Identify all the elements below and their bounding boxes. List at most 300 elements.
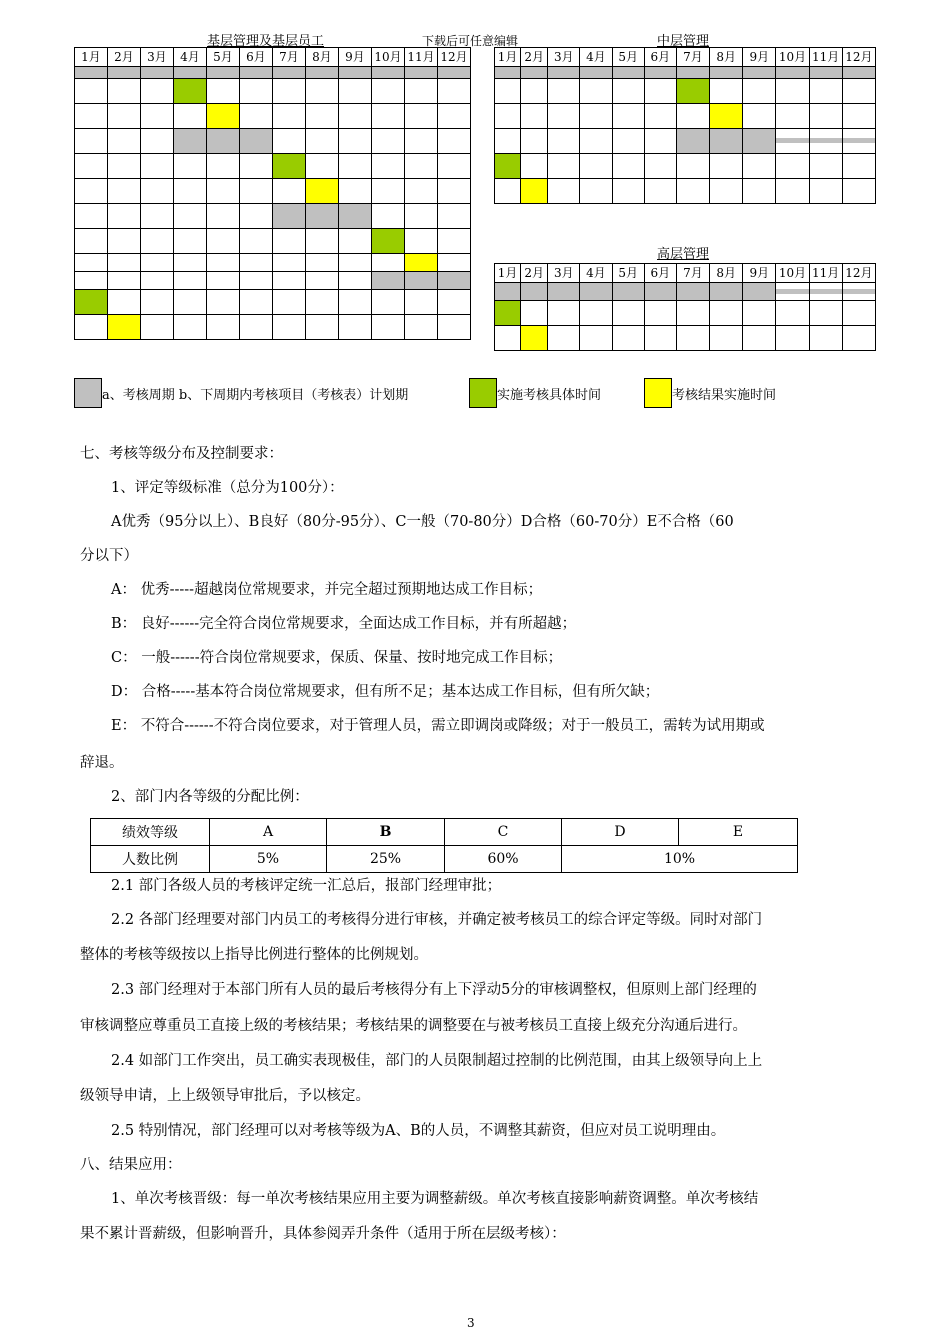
senior-month-6: 6月 xyxy=(644,264,676,283)
senior-schedule-row xyxy=(495,301,876,326)
basic-cell-empty xyxy=(75,272,108,290)
download-note: 下载后可任意编辑 xyxy=(422,34,519,48)
para-2-3-line1: 2.3 部门经理对于本部门所有人员的最后考核得分有上下浮动5分的审核调整权，但原则上部门经理的 xyxy=(111,982,757,998)
para-2-3-line2: 审核调整应尊重员工直接上级的考核结果；考核结果的调整要在与被考核员工直接上级充分沟通后进行。 xyxy=(80,1018,747,1034)
middle-schedule-row xyxy=(495,79,876,104)
basic-cell-empty xyxy=(339,79,372,104)
basic-cell-empty xyxy=(108,104,141,129)
para-2-4-line2: 级领导申请，上上级领导审批后，予以核定。 xyxy=(80,1088,370,1104)
basic-cell-empty xyxy=(207,204,240,229)
basic-cell-empty xyxy=(174,179,207,204)
legend-green-swatch xyxy=(469,378,497,408)
basic-cell-empty xyxy=(141,315,174,340)
middle-cell-empty xyxy=(842,154,875,179)
basic-cell-empty xyxy=(273,272,306,290)
basic-cell-empty xyxy=(141,179,174,204)
middle-month-7: 7月 xyxy=(676,48,709,67)
basic-cell-empty xyxy=(174,204,207,229)
middle-cell-cycle xyxy=(644,67,676,79)
middle-cell-cycle xyxy=(710,67,743,79)
basic-schedule-row xyxy=(75,254,471,272)
basic-chart-caption: 基层管理及基层员工 xyxy=(207,34,325,49)
middle-cell-empty xyxy=(580,79,612,104)
senior-cell-cycle-extension xyxy=(842,283,875,301)
basic-cell-empty xyxy=(405,290,438,315)
basic-cell-empty xyxy=(438,254,471,272)
basic-cell-empty xyxy=(273,179,306,204)
middle-cell-empty xyxy=(548,154,580,179)
basic-cell-empty xyxy=(75,129,108,154)
basic-cell-cycle xyxy=(240,129,273,154)
basic-cell-cycle xyxy=(207,129,240,154)
basic-cell-result xyxy=(405,254,438,272)
basic-cell-empty xyxy=(108,179,141,204)
ratio-value-b: 25% xyxy=(327,846,445,873)
middle-schedule-row xyxy=(495,179,876,204)
basic-cell-empty xyxy=(240,315,273,340)
basic-cell-result xyxy=(306,179,339,204)
senior-cycle-extension-bar xyxy=(843,289,875,294)
basic-cell-cycle xyxy=(174,129,207,154)
senior-cell-cycle xyxy=(612,283,644,301)
middle-cell-empty xyxy=(809,104,842,129)
middle-cell-empty xyxy=(580,154,612,179)
basic-cell-empty xyxy=(207,229,240,254)
middle-cell-cycle xyxy=(710,129,743,154)
senior-cell-result xyxy=(521,326,548,351)
senior-cell-empty xyxy=(612,301,644,326)
senior-month-4: 4月 xyxy=(580,264,612,283)
middle-month-2: 2月 xyxy=(521,48,548,67)
basic-cell-cycle xyxy=(372,272,405,290)
basic-cell-empty xyxy=(141,290,174,315)
senior-cell-empty xyxy=(676,326,709,351)
middle-month-9: 9月 xyxy=(743,48,776,67)
middle-cell-empty xyxy=(521,79,548,104)
senior-cell-empty xyxy=(710,301,743,326)
senior-cell-empty xyxy=(644,301,676,326)
basic-cell-empty xyxy=(306,129,339,154)
ratio-header-a: A xyxy=(210,819,327,846)
middle-cell-cycle xyxy=(676,129,709,154)
middle-cell-cycle xyxy=(776,67,809,79)
middle-cell-empty xyxy=(548,179,580,204)
middle-cell-implement xyxy=(495,154,521,179)
section8-title: 八、结果应用： xyxy=(80,1157,182,1173)
senior-cell-empty xyxy=(521,301,548,326)
senior-cell-cycle xyxy=(743,283,776,301)
basic-month-2: 2月 xyxy=(108,48,141,67)
middle-cell-empty xyxy=(809,179,842,204)
basic-cell-empty xyxy=(75,179,108,204)
basic-cell-empty xyxy=(339,254,372,272)
basic-schedule-row xyxy=(75,104,471,129)
senior-cycle-extension-bar xyxy=(810,289,842,294)
basic-cell-empty xyxy=(339,179,372,204)
senior-cell-cycle xyxy=(521,283,548,301)
basic-cell-empty xyxy=(339,129,372,154)
basic-cell-cycle xyxy=(75,67,108,79)
senior-cell-empty xyxy=(495,326,521,351)
ratio-value-row xyxy=(91,846,798,873)
middle-cell-empty xyxy=(776,154,809,179)
basic-cell-empty xyxy=(141,79,174,104)
middle-cell-empty xyxy=(644,179,676,204)
basic-cell-empty xyxy=(438,154,471,179)
middle-cell-empty xyxy=(644,154,676,179)
middle-cell-empty xyxy=(612,129,644,154)
middle-chart-caption: 中层管理 xyxy=(657,34,710,49)
senior-cell-empty xyxy=(809,326,842,351)
middle-cell-empty xyxy=(495,79,521,104)
grade-e-line1: E： 不符合------不符合岗位要求，对于管理人员，需立即调岗或降级；对于一般员工，需转为试用期或 xyxy=(111,718,765,734)
basic-cell-empty xyxy=(339,272,372,290)
middle-month-3: 3月 xyxy=(548,48,580,67)
basic-cell-empty xyxy=(372,129,405,154)
basic-cell-empty xyxy=(273,229,306,254)
middle-cell-empty xyxy=(644,104,676,129)
ratio-header-d: D xyxy=(562,819,679,846)
middle-month-5: 5月 xyxy=(612,48,644,67)
para-2-2-line2: 整体的考核等级按以上指导比例进行整体的比例规划。 xyxy=(80,947,428,963)
basic-cell-empty xyxy=(438,79,471,104)
senior-cell-empty xyxy=(710,326,743,351)
ratio-header-c: C xyxy=(445,819,562,846)
middle-cell-cycle xyxy=(809,67,842,79)
basic-cell-empty xyxy=(372,315,405,340)
senior-cell-cycle xyxy=(676,283,709,301)
senior-schedule-row xyxy=(495,283,876,301)
basic-cell-empty xyxy=(405,229,438,254)
basic-cell-empty xyxy=(372,179,405,204)
basic-cell-empty xyxy=(273,315,306,340)
senior-cell-empty xyxy=(776,301,809,326)
basic-cell-implement xyxy=(174,79,207,104)
basic-cell-empty xyxy=(174,315,207,340)
grade-b: B： 良好------完全符合岗位常规要求，全面达成工作目标，并有所超越； xyxy=(111,616,577,632)
middle-cell-cycle xyxy=(676,67,709,79)
middle-schedule-row xyxy=(495,104,876,129)
senior-month-3: 3月 xyxy=(548,264,580,283)
basic-cell-empty xyxy=(306,254,339,272)
basic-schedule-row xyxy=(75,79,471,104)
basic-schedule-grid xyxy=(74,47,471,340)
basic-cell-cycle xyxy=(339,204,372,229)
senior-month-2: 2月 xyxy=(521,264,548,283)
basic-cell-empty xyxy=(240,229,273,254)
basic-cell-empty xyxy=(240,272,273,290)
basic-cell-cycle xyxy=(273,67,306,79)
middle-cell-empty xyxy=(644,129,676,154)
basic-cell-empty xyxy=(108,129,141,154)
basic-cell-cycle xyxy=(273,204,306,229)
senior-cell-cycle xyxy=(548,283,580,301)
ratio-table xyxy=(90,818,798,873)
basic-cell-implement xyxy=(75,290,108,315)
basic-cell-empty xyxy=(108,254,141,272)
basic-cell-empty xyxy=(207,154,240,179)
senior-cell-empty xyxy=(580,301,612,326)
s1-line2: 分以下） xyxy=(80,548,138,564)
s1-title: 1、评定等级标准（总分为100分）： xyxy=(111,480,344,496)
basic-cell-empty xyxy=(174,229,207,254)
basic-month-10: 10月 xyxy=(372,48,405,67)
basic-cell-empty xyxy=(405,104,438,129)
middle-cell-empty xyxy=(710,79,743,104)
senior-cell-empty xyxy=(676,301,709,326)
senior-cell-empty xyxy=(842,301,875,326)
basic-cell-empty xyxy=(438,129,471,154)
legend-green-label: 实施考核具体时间 xyxy=(497,388,602,403)
middle-cell-empty xyxy=(776,104,809,129)
senior-month-header xyxy=(495,264,876,283)
basic-cell-empty xyxy=(339,315,372,340)
middle-cell-empty xyxy=(612,154,644,179)
basic-cell-cycle xyxy=(438,272,471,290)
basic-month-12: 12月 xyxy=(438,48,471,67)
senior-cell-cycle xyxy=(495,283,521,301)
basic-schedule-row xyxy=(75,290,471,315)
middle-cell-empty xyxy=(676,179,709,204)
senior-month-8: 8月 xyxy=(710,264,743,283)
basic-schedule-row xyxy=(75,229,471,254)
senior-cell-empty xyxy=(580,326,612,351)
senior-month-9: 9月 xyxy=(743,264,776,283)
basic-cell-empty xyxy=(306,229,339,254)
middle-cell-result xyxy=(521,179,548,204)
middle-cell-cycle xyxy=(842,67,875,79)
middle-cell-empty xyxy=(743,179,776,204)
basic-cell-cycle xyxy=(306,204,339,229)
middle-cell-empty xyxy=(676,154,709,179)
basic-month-8: 8月 xyxy=(306,48,339,67)
senior-cell-empty xyxy=(809,301,842,326)
senior-cell-empty xyxy=(644,326,676,351)
senior-cell-cycle-extension xyxy=(809,283,842,301)
middle-cell-empty xyxy=(809,79,842,104)
senior-schedule-row xyxy=(495,326,876,351)
legend-gray-label: a、考核周期 b、下周期内考核项目（考核表）计划期 xyxy=(102,388,409,403)
basic-cell-empty xyxy=(240,104,273,129)
middle-cell-empty xyxy=(548,129,580,154)
basic-cell-empty xyxy=(141,104,174,129)
basic-cell-empty xyxy=(372,254,405,272)
basic-cell-empty xyxy=(240,79,273,104)
s2-title: 2、部门内各等级的分配比例： xyxy=(111,789,309,805)
middle-month-12: 12月 xyxy=(842,48,875,67)
basic-cell-cycle xyxy=(405,272,438,290)
middle-cell-empty xyxy=(743,154,776,179)
middle-cycle-extension-bar xyxy=(843,138,875,143)
basic-cell-empty xyxy=(75,229,108,254)
basic-cell-empty xyxy=(108,290,141,315)
middle-cell-empty xyxy=(743,79,776,104)
middle-cell-cycle xyxy=(612,67,644,79)
basic-cell-cycle xyxy=(372,67,405,79)
basic-cell-empty xyxy=(438,290,471,315)
middle-cell-empty xyxy=(580,129,612,154)
basic-month-3: 3月 xyxy=(141,48,174,67)
basic-cell-empty xyxy=(339,229,372,254)
senior-month-10: 10月 xyxy=(776,264,809,283)
senior-month-11: 11月 xyxy=(809,264,842,283)
grade-e-line2: 辞退。 xyxy=(80,755,124,771)
middle-month-1: 1月 xyxy=(495,48,521,67)
middle-cell-empty xyxy=(743,104,776,129)
grade-d: D： 合格-----基本符合岗位常规要求，但有所不足；基本达成工作目标，但有所欠缺； xyxy=(111,684,660,700)
senior-month-12: 12月 xyxy=(842,264,875,283)
middle-schedule-grid xyxy=(494,47,876,204)
basic-cell-empty xyxy=(141,204,174,229)
basic-month-4: 4月 xyxy=(174,48,207,67)
middle-month-8: 8月 xyxy=(710,48,743,67)
ratio-header-b: B xyxy=(327,819,445,846)
basic-cell-empty xyxy=(75,315,108,340)
ratio-header-row xyxy=(91,819,798,846)
middle-cell-empty xyxy=(842,179,875,204)
middle-schedule-row xyxy=(495,67,876,79)
senior-month-5: 5月 xyxy=(612,264,644,283)
basic-cell-empty xyxy=(240,254,273,272)
middle-cell-empty xyxy=(495,129,521,154)
middle-schedule-row xyxy=(495,129,876,154)
middle-cell-cycle xyxy=(548,67,580,79)
middle-cell-cycle xyxy=(521,67,548,79)
grade-c: C： 一般------符合岗位常规要求，保质、保量、按时地完成工作目标； xyxy=(111,650,563,666)
legend-yellow-label: 考核结果实施时间 xyxy=(672,388,777,403)
middle-cell-cycle xyxy=(743,129,776,154)
basic-cell-empty xyxy=(75,154,108,179)
middle-cell-empty xyxy=(676,104,709,129)
middle-cell-empty xyxy=(776,179,809,204)
basic-cell-cycle xyxy=(405,67,438,79)
para-2-4-line1: 2.4 如部门工作突出，员工确实表现极佳，部门的人员限制超过控制的比例范围，由其上级领导向上上 xyxy=(111,1053,763,1069)
middle-month-11: 11月 xyxy=(809,48,842,67)
basic-month-11: 11月 xyxy=(405,48,438,67)
senior-cell-implement xyxy=(495,301,521,326)
grade-a: A： 优秀-----超越岗位常规要求，并完全超过预期地达成工作目标； xyxy=(111,582,543,598)
middle-cycle-extension-bar xyxy=(810,138,842,143)
middle-cell-implement xyxy=(676,79,709,104)
middle-cell-empty xyxy=(580,104,612,129)
para-2-2-line1: 2.2 各部门经理要对部门内员工的考核得分进行审核，并确定被考核员工的综合评定等级。同时对部门 xyxy=(111,912,763,928)
middle-cell-result xyxy=(710,104,743,129)
middle-cell-empty xyxy=(495,179,521,204)
basic-cell-empty xyxy=(174,154,207,179)
senior-cell-cycle xyxy=(580,283,612,301)
senior-cycle-extension-bar xyxy=(776,289,808,294)
middle-cell-empty xyxy=(776,79,809,104)
basic-cell-empty xyxy=(306,154,339,179)
section8-p1-line1: 1、单次考核晋级：每一单次考核结果应用主要为调整薪级。单次考核直接影响薪资调整。单次考核结 xyxy=(111,1191,759,1207)
basic-cell-empty xyxy=(207,254,240,272)
senior-month-1: 1月 xyxy=(495,264,521,283)
middle-cell-empty xyxy=(612,104,644,129)
basic-cell-cycle xyxy=(438,67,471,79)
basic-cell-empty xyxy=(108,154,141,179)
legend-yellow-swatch xyxy=(644,378,672,408)
basic-schedule-row xyxy=(75,179,471,204)
basic-cell-empty xyxy=(207,79,240,104)
senior-cell-empty xyxy=(548,326,580,351)
middle-schedule-row xyxy=(495,154,876,179)
basic-cell-empty xyxy=(405,204,438,229)
basic-cell-empty xyxy=(141,272,174,290)
ratio-header-e: E xyxy=(679,819,798,846)
basic-cell-empty xyxy=(141,254,174,272)
middle-cell-empty xyxy=(612,79,644,104)
basic-schedule-row xyxy=(75,204,471,229)
basic-cell-empty xyxy=(141,129,174,154)
basic-cell-cycle xyxy=(141,67,174,79)
basic-cell-empty xyxy=(108,229,141,254)
basic-cell-empty xyxy=(438,179,471,204)
basic-month-header xyxy=(75,48,471,67)
basic-cell-implement xyxy=(372,229,405,254)
basic-month-5: 5月 xyxy=(207,48,240,67)
senior-cell-empty xyxy=(612,326,644,351)
middle-cell-cycle-extension xyxy=(776,129,809,154)
basic-month-7: 7月 xyxy=(273,48,306,67)
senior-cell-cycle xyxy=(644,283,676,301)
middle-cell-empty xyxy=(644,79,676,104)
basic-cell-empty xyxy=(438,315,471,340)
senior-cell-empty xyxy=(743,301,776,326)
ratio-header-grade: 绩效等级 xyxy=(91,819,210,846)
basic-cell-empty xyxy=(405,315,438,340)
senior-cell-empty xyxy=(743,326,776,351)
basic-cell-cycle xyxy=(339,67,372,79)
senior-schedule-grid xyxy=(494,263,876,351)
basic-schedule-row xyxy=(75,129,471,154)
basic-cell-empty xyxy=(108,79,141,104)
middle-cell-cycle-extension xyxy=(809,129,842,154)
middle-cell-empty xyxy=(495,104,521,129)
basic-cell-empty xyxy=(240,179,273,204)
basic-cell-cycle xyxy=(240,67,273,79)
ratio-value-de: 10% xyxy=(562,846,798,873)
para-2-1: 2.1 部门各级人员的考核评定统一汇总后，报部门经理审批； xyxy=(111,878,502,894)
middle-cell-empty xyxy=(521,129,548,154)
basic-schedule-row xyxy=(75,315,471,340)
basic-month-1: 1月 xyxy=(75,48,108,67)
basic-cell-cycle xyxy=(207,67,240,79)
basic-cell-empty xyxy=(372,204,405,229)
middle-cell-empty xyxy=(548,104,580,129)
senior-cell-empty xyxy=(548,301,580,326)
senior-month-7: 7月 xyxy=(676,264,709,283)
basic-cell-empty xyxy=(372,79,405,104)
basic-cell-empty xyxy=(75,79,108,104)
middle-month-4: 4月 xyxy=(580,48,612,67)
basic-cell-empty xyxy=(306,272,339,290)
middle-cell-cycle-extension xyxy=(842,129,875,154)
ratio-value-c: 60% xyxy=(445,846,562,873)
basic-cell-empty xyxy=(207,179,240,204)
basic-cell-empty xyxy=(306,290,339,315)
basic-cell-empty xyxy=(108,272,141,290)
para-2-5: 2.5 特别情况，部门经理可以对考核等级为A、B的人员，不调整其薪资，但应对员工说明理由。 xyxy=(111,1123,726,1139)
basic-month-9: 9月 xyxy=(339,48,372,67)
basic-cell-empty xyxy=(75,254,108,272)
legend-gray-swatch xyxy=(74,378,102,408)
basic-cell-empty xyxy=(240,204,273,229)
basic-cell-empty xyxy=(306,315,339,340)
senior-cell-empty xyxy=(776,326,809,351)
basic-cell-cycle xyxy=(174,67,207,79)
basic-cell-empty xyxy=(240,154,273,179)
basic-cell-empty xyxy=(273,79,306,104)
